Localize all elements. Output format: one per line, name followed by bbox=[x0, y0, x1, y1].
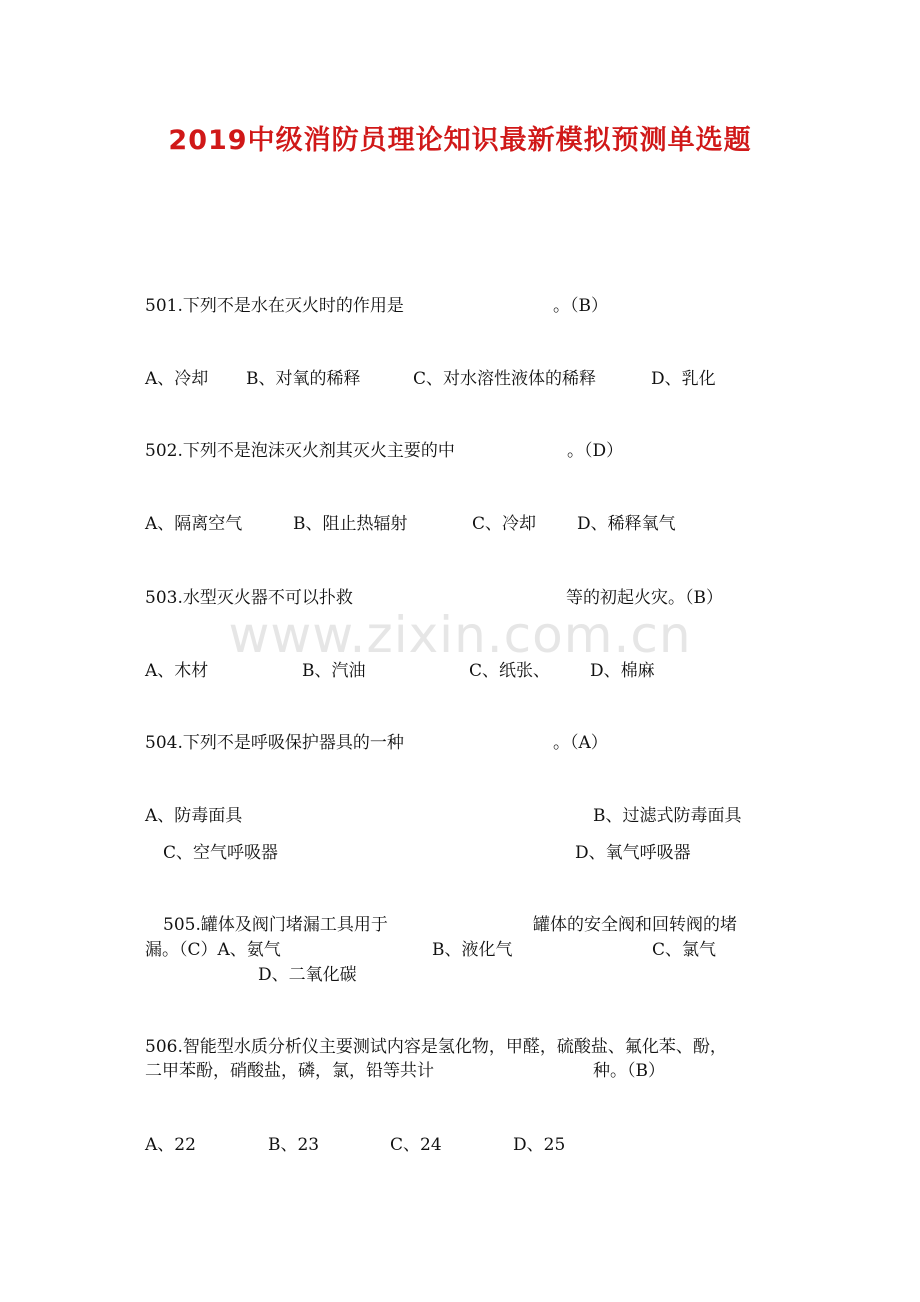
question-503-option-d: D、棉麻 bbox=[590, 661, 655, 681]
question-505-option-d: D、二氧化碳 bbox=[258, 965, 357, 985]
question-506-option-c: C、24 bbox=[390, 1135, 442, 1155]
question-506-stem-line1: 506.智能型水质分析仪主要测试内容是氢化物，甲醛，硫酸盐、氟化苯、酚， bbox=[145, 1037, 727, 1057]
question-503-option-a: A、木材 bbox=[145, 661, 209, 681]
question-505-option-c: C、氯气 bbox=[652, 940, 717, 960]
question-505-option-b: B、液化气 bbox=[432, 940, 513, 960]
question-502-stem: 502.下列不是泡沫灭火剂其灭火主要的中 bbox=[145, 441, 455, 461]
question-506-stem-line2: 二甲苯酚，硝酸盐，磷，氯，铅等共计 bbox=[145, 1061, 434, 1081]
watermark: www.zixin.com.cn bbox=[228, 606, 692, 664]
question-504-option-c: C、空气呼吸器 bbox=[163, 843, 279, 863]
question-502-option-d: D、稀释氧气 bbox=[577, 514, 676, 534]
question-502-option-a: A、隔离空气 bbox=[145, 514, 243, 534]
question-501-stem: 501.下列不是水在灭火时的作用是 bbox=[145, 296, 404, 316]
question-505-stem: 505.罐体及阀门堵漏工具用于 bbox=[163, 915, 388, 935]
question-506-option-d: D、25 bbox=[513, 1135, 566, 1155]
question-504-answer: 。（A） bbox=[553, 733, 608, 753]
question-504-option-b: B、过滤式防毒面具 bbox=[593, 806, 742, 826]
question-504-stem: 504.下列不是呼吸保护器具的一种 bbox=[145, 733, 404, 753]
question-501-option-d: D、乳化 bbox=[651, 369, 716, 389]
question-505-answer-option-a: 漏。（C）A、氨气 bbox=[145, 940, 281, 960]
question-502-option-b: B、阻止热辐射 bbox=[293, 514, 408, 534]
question-506-option-b: B、23 bbox=[268, 1135, 320, 1155]
question-504-option-d: D、氧气呼吸器 bbox=[575, 843, 691, 863]
document-title: 2019中级消防员理论知识最新模拟预测单选题 bbox=[168, 125, 752, 156]
question-501-option-a: A、冷却 bbox=[145, 369, 209, 389]
question-506-answer: 种。（B） bbox=[593, 1061, 665, 1081]
question-506-option-a: A、22 bbox=[145, 1135, 196, 1155]
question-501-answer: 。（B） bbox=[553, 296, 608, 316]
question-503-stem: 503.水型灭火器不可以扑救 bbox=[145, 588, 353, 608]
question-503-option-b: B、汽油 bbox=[302, 661, 366, 681]
question-501-option-c: C、对水溶性液体的稀释 bbox=[413, 369, 597, 389]
question-503-answer: 等的初起火灾。（B） bbox=[566, 588, 723, 608]
question-502-option-c: C、冷却 bbox=[472, 514, 537, 534]
question-504-option-a: A、防毒面具 bbox=[145, 806, 243, 826]
question-502-answer: 。（D） bbox=[567, 441, 624, 461]
question-501-option-b: B、对氧的稀释 bbox=[246, 369, 361, 389]
question-505-stem-continued: 罐体的安全阀和回转阀的堵 bbox=[533, 915, 737, 935]
question-503-option-c: C、纸张、 bbox=[469, 661, 551, 681]
